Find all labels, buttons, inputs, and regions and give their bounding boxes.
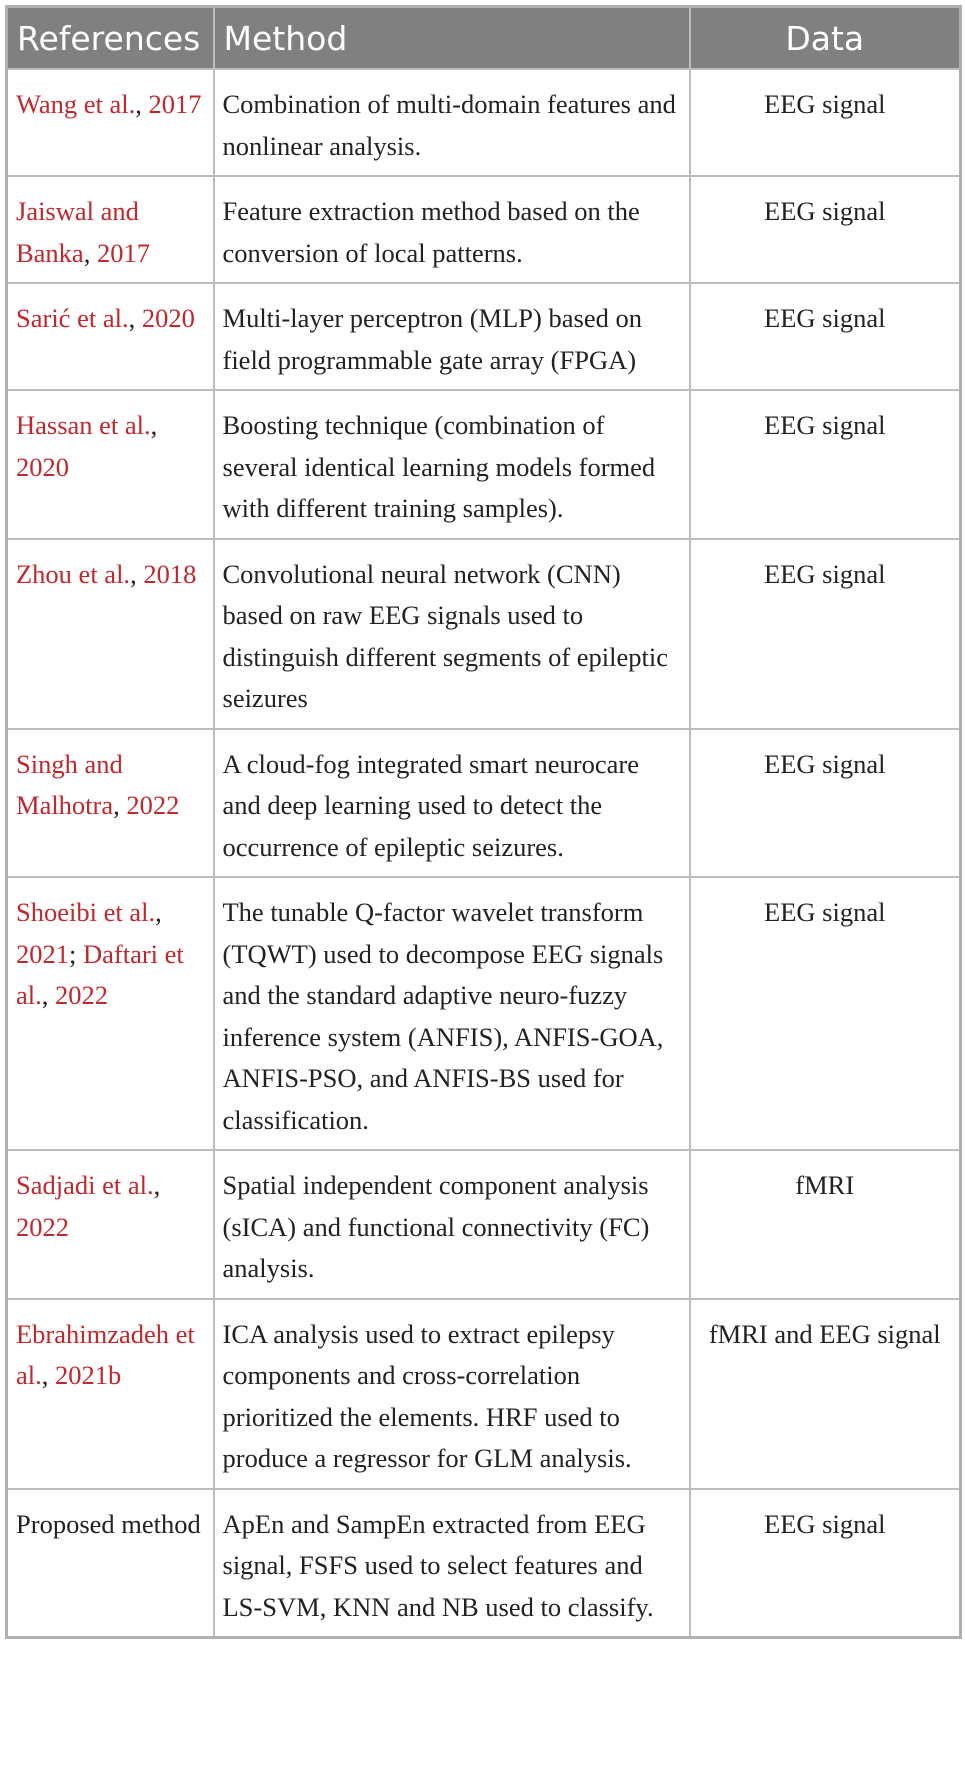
reference-link[interactable]: Sarić et al. — [16, 303, 129, 333]
cell-references — [7, 1150, 214, 1299]
comparison-table — [5, 5, 962, 1639]
cell-references — [7, 176, 214, 283]
comparison-table-container — [5, 5, 959, 1639]
reference-link[interactable]: Shoeibi et al. — [16, 897, 156, 927]
cell-method: Spatial independent component analysis (sICA) and functional connectivity (FC) analysis. — [214, 1150, 690, 1299]
header-method: Method — [214, 7, 690, 70]
cell-data: fMRI and EEG signal — [690, 1299, 961, 1489]
table-row — [7, 539, 961, 729]
reference-text: , — [83, 237, 97, 268]
reference-link[interactable]: 2021 — [16, 938, 69, 969]
cell-method: A cloud-fog integrated smart neurocare and deep learning used to detect the occurrence of epileptic seizures. — [214, 729, 690, 878]
reference-text: ; — [69, 938, 83, 969]
reference-text: , — [113, 790, 127, 820]
cell-method: Feature extraction method based on the conversion of local patterns. — [214, 176, 690, 283]
reference-text: , — [41, 1360, 55, 1390]
cell-method: Multi-layer perceptron (MLP) based on field programmable gate array (FPGA) — [214, 283, 690, 390]
reference-text: , — [155, 897, 162, 927]
reference-text: , — [130, 558, 144, 589]
table-row — [7, 1299, 961, 1489]
cell-data: EEG signal — [690, 69, 961, 176]
table-row — [7, 729, 961, 878]
reference-link[interactable]: 2022 — [16, 1211, 69, 1242]
reference-text: , — [150, 410, 158, 440]
cell-data: EEG signal — [690, 877, 961, 1150]
cell-method: ICA analysis used to extract epilepsy components and cross-correlation prioritized the elements. HRF used to produce a regressor for GLM analysis. — [214, 1299, 690, 1489]
table-row — [7, 176, 961, 283]
table-row — [7, 1150, 961, 1299]
reference-link[interactable]: Daftari et al. — [16, 938, 184, 1010]
cell-references — [7, 729, 214, 878]
reference-link[interactable]: Ebrahimzadeh et al. — [16, 1318, 195, 1390]
cell-references — [7, 283, 214, 390]
header-row — [7, 7, 961, 70]
reference-link[interactable]: Singh and Malhotra — [16, 748, 123, 820]
table-row — [7, 390, 961, 539]
cell-method: The tunable Q-factor wavelet transform (TQWT) used to decompose EEG signals and the standard adaptive neuro-fuzzy inference system (ANFIS), ANFIS-GOA, ANFIS-PSO, and ANFIS-BS used for classification. — [214, 877, 690, 1150]
reference-link[interactable]: 2022 — [126, 790, 180, 820]
cell-data: EEG signal — [690, 729, 961, 878]
reference-link[interactable]: 2020 — [141, 303, 195, 333]
cell-references — [7, 539, 214, 729]
reference-link[interactable]: 2017 — [96, 237, 150, 268]
table-row — [7, 1489, 961, 1638]
reference-link[interactable]: Sadjadi et al. — [16, 1170, 154, 1200]
cell-method: Combination of multi-domain features and nonlinear analysis. — [214, 69, 690, 176]
reference-link[interactable]: 2018 — [143, 558, 197, 589]
cell-method: Boosting technique (combination of several identical learning models formed with different training samples). — [214, 390, 690, 539]
reference-link[interactable]: Jaiswal and Banka — [16, 196, 139, 268]
cell-references — [7, 1299, 214, 1489]
reference-text: Proposed method — [16, 1508, 201, 1539]
reference-link[interactable]: Hassan et al. — [16, 410, 151, 440]
cell-data: EEG signal — [690, 283, 961, 390]
cell-data: fMRI — [690, 1150, 961, 1299]
reference-text: , — [153, 1170, 161, 1200]
reference-text: , — [41, 980, 55, 1010]
cell-references — [7, 390, 214, 539]
reference-link[interactable]: 2017 — [148, 89, 202, 119]
table-header — [7, 7, 961, 70]
cell-references — [7, 877, 214, 1150]
reference-link[interactable]: 2021b — [55, 1360, 122, 1390]
reference-link[interactable]: 2020 — [16, 451, 69, 482]
cell-references — [7, 69, 214, 176]
cell-method: Convolutional neural network (CNN) based on raw EEG signals used to distinguish different segments of epileptic seizures — [214, 539, 690, 729]
table-body — [7, 69, 961, 1638]
header-data: Data — [690, 7, 961, 70]
table-row — [7, 877, 961, 1150]
table-row — [7, 283, 961, 390]
table-row — [7, 69, 961, 176]
reference-link[interactable]: Wang et al. — [16, 89, 136, 119]
reference-text: , — [135, 89, 142, 119]
reference-link[interactable]: Zhou et al. — [16, 558, 131, 589]
reference-text — [142, 89, 149, 119]
cell-data: EEG signal — [690, 390, 961, 539]
cell-data: EEG signal — [690, 176, 961, 283]
cell-references — [7, 1489, 214, 1638]
reference-text: , — [128, 303, 142, 333]
reference-link[interactable]: 2022 — [55, 980, 108, 1010]
header-references: References — [7, 7, 214, 70]
cell-data: EEG signal — [690, 1489, 961, 1638]
cell-method: ApEn and SampEn extracted from EEG signal, FSFS used to select features and LS-SVM, KNN and NB used to classify. — [214, 1489, 690, 1638]
cell-data: EEG signal — [690, 539, 961, 729]
